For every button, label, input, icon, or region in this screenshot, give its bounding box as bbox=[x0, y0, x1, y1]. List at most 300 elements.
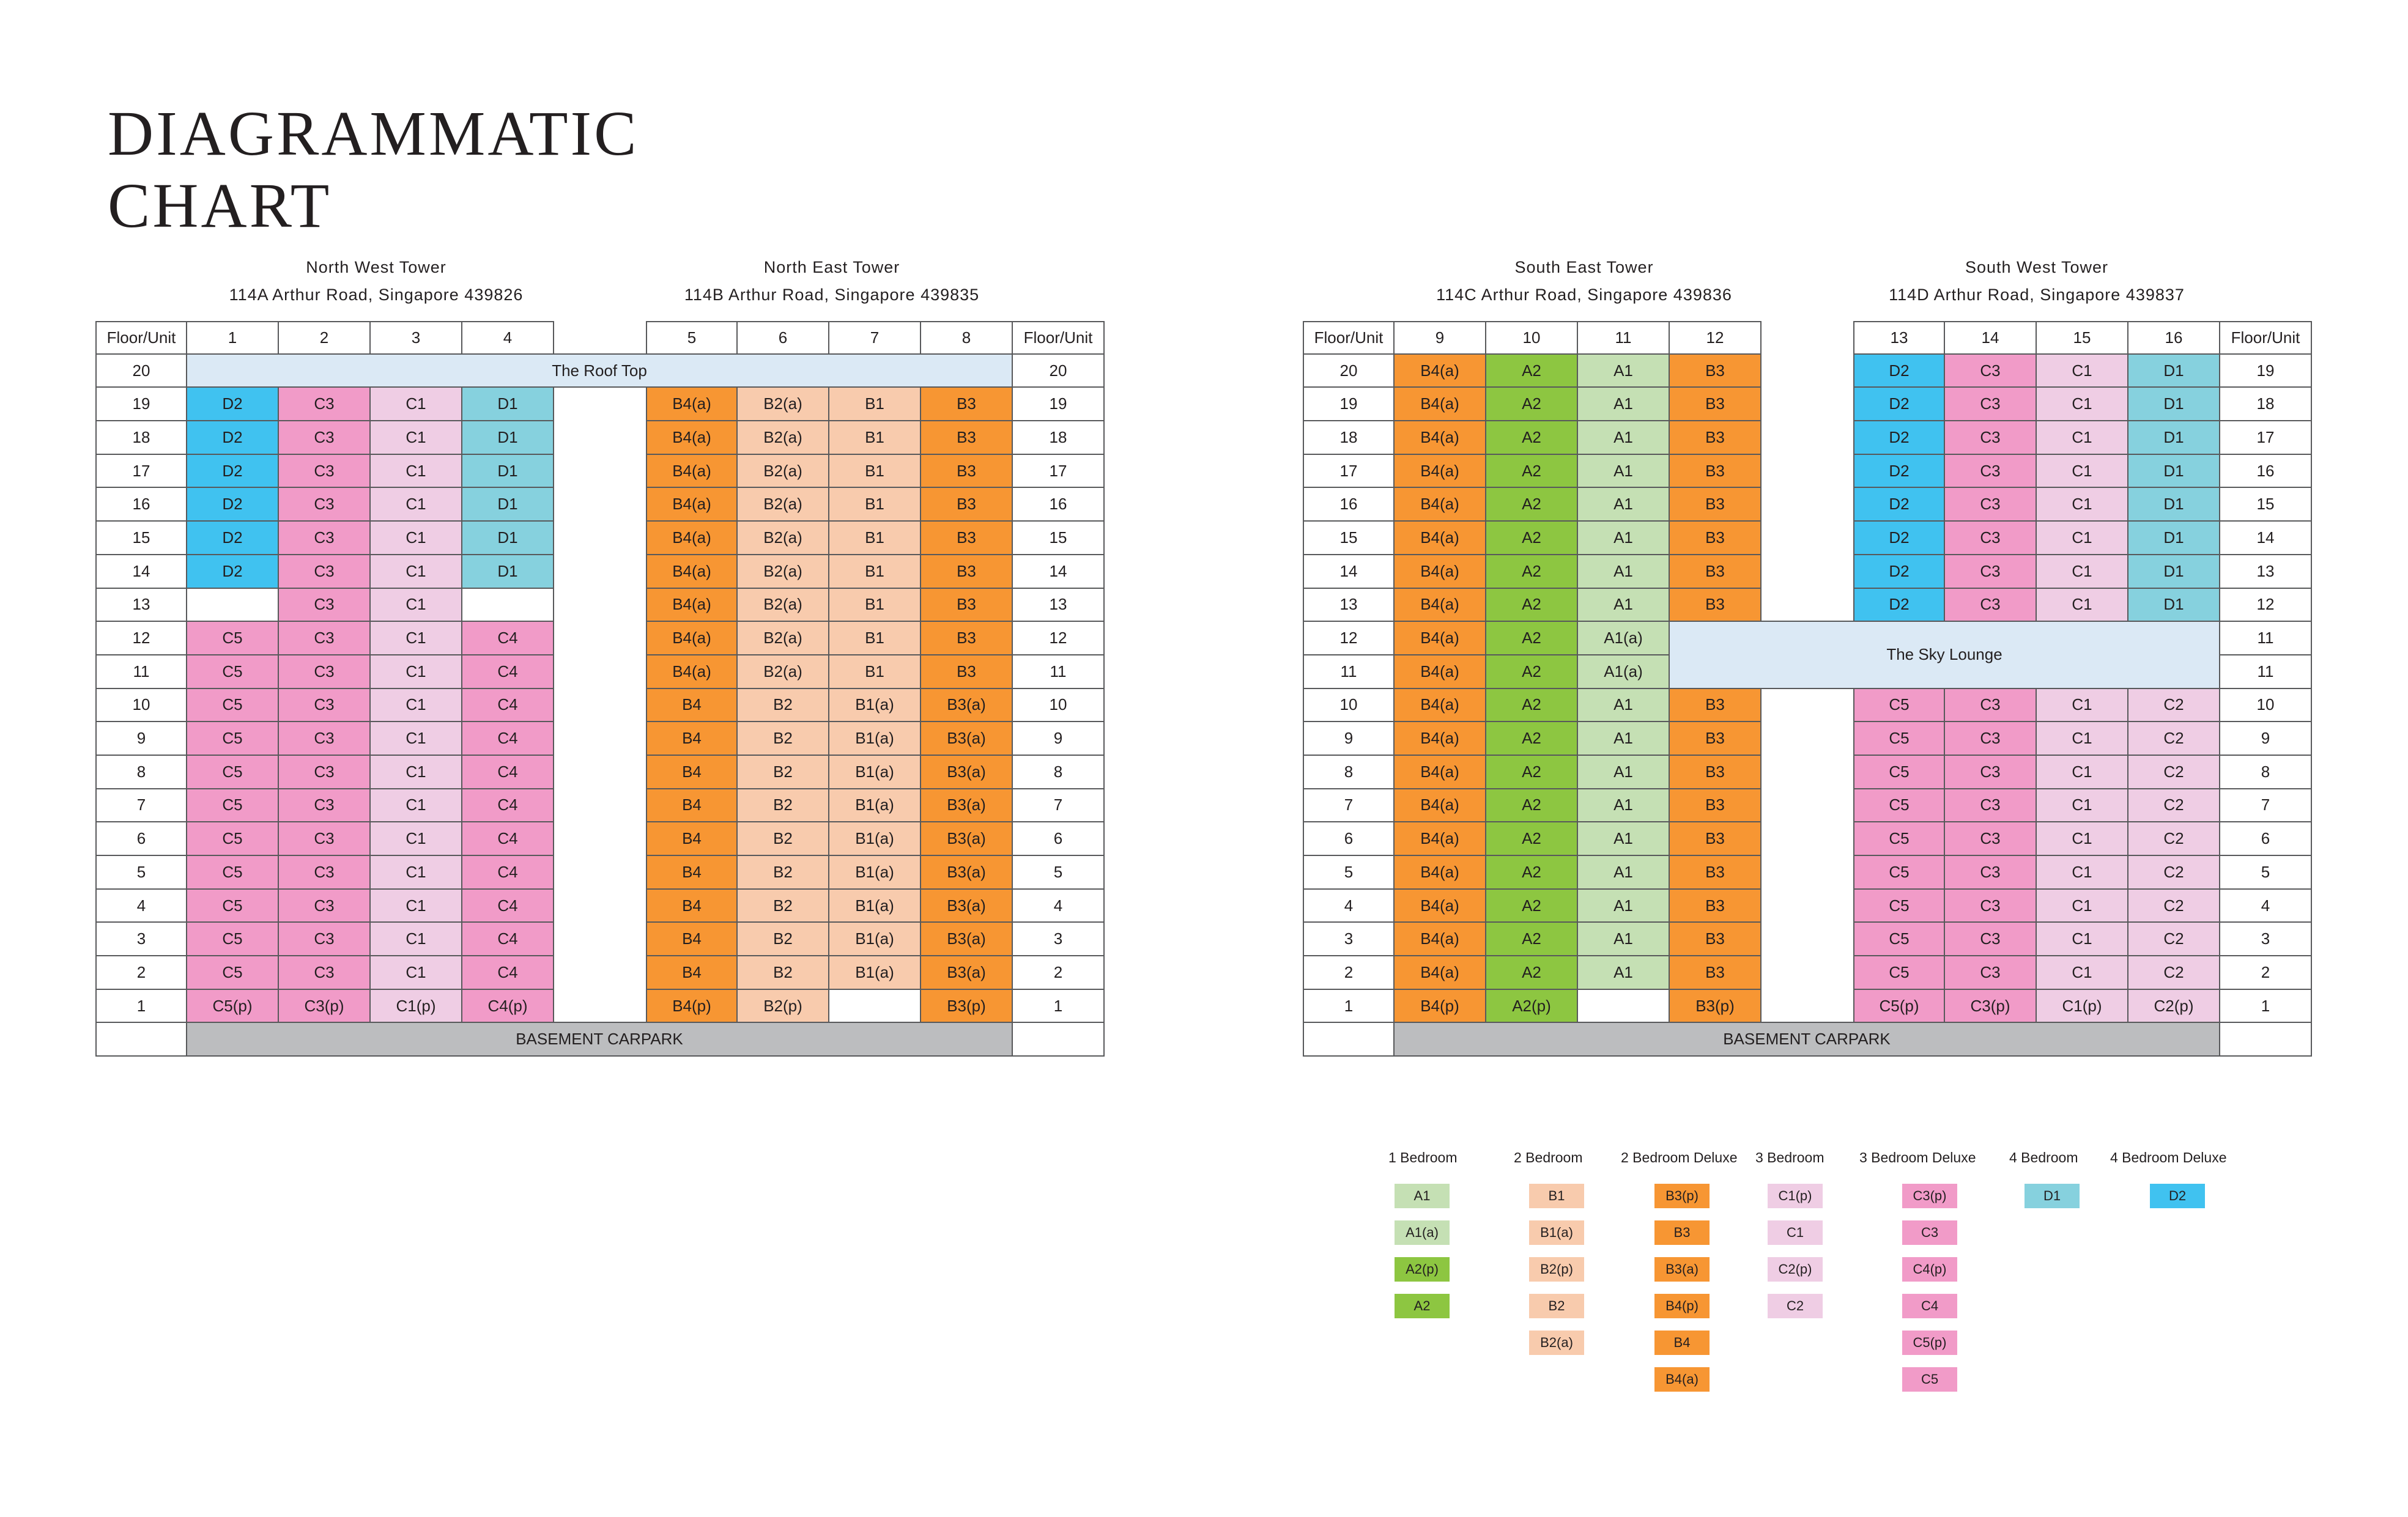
floor-label: 15 bbox=[95, 522, 187, 555]
floor-label: 7 bbox=[1013, 789, 1105, 823]
unit-cell: B1(a) bbox=[829, 789, 921, 823]
unit-cell: B3(a) bbox=[921, 856, 1013, 890]
unit-cell: B2 bbox=[738, 722, 829, 756]
unit-cell: C1 bbox=[2037, 822, 2128, 856]
unit-cell: B3 bbox=[1670, 923, 1762, 956]
floor-label: 9 bbox=[2220, 722, 2312, 756]
legend-swatch: C4(p) bbox=[1902, 1257, 1957, 1282]
floor-label: 15 bbox=[1303, 522, 1395, 555]
unit-cell: C3 bbox=[1945, 555, 2037, 589]
unit-cell: C3 bbox=[1945, 355, 2037, 388]
floor-label: 17 bbox=[1303, 455, 1395, 489]
floor-label: 20 bbox=[1013, 355, 1105, 388]
unit-cell: D2 bbox=[187, 421, 279, 455]
unit-cell: A2 bbox=[1486, 655, 1578, 689]
empty-unit-cell bbox=[829, 990, 921, 1024]
unit-cell: A2 bbox=[1486, 488, 1578, 522]
unit-number-header: 5 bbox=[646, 321, 738, 355]
unit-cell: B4(a) bbox=[1395, 856, 1486, 890]
unit-cell: C2 bbox=[2128, 756, 2220, 789]
legend-swatch: B4(p) bbox=[1654, 1294, 1710, 1318]
unit-cell: C3 bbox=[1945, 522, 2037, 555]
floor-label: 6 bbox=[1013, 822, 1105, 856]
unit-cell: B1(a) bbox=[829, 890, 921, 923]
unit-number-header: 7 bbox=[829, 321, 921, 355]
floor-label: 5 bbox=[2220, 856, 2312, 890]
unit-cell: B1(a) bbox=[829, 756, 921, 789]
unit-cell: B4 bbox=[646, 956, 738, 990]
tower-heading-north-east bbox=[587, 254, 1076, 309]
legend-swatch: C3 bbox=[1902, 1220, 1957, 1245]
legend-swatch: A1 bbox=[1395, 1184, 1450, 1208]
unit-cell: C4 bbox=[462, 756, 554, 789]
floor-unit-header: Floor/Unit bbox=[2220, 321, 2312, 355]
legend-swatch: C1(p) bbox=[1768, 1184, 1823, 1208]
unit-cell: D1 bbox=[462, 555, 554, 589]
unit-cell: A1 bbox=[1578, 956, 1670, 990]
floor-label: 19 bbox=[95, 388, 187, 421]
floor-label: 3 bbox=[2220, 923, 2312, 956]
legend-swatch: B4(a) bbox=[1654, 1367, 1710, 1392]
floor-label: 5 bbox=[1013, 856, 1105, 890]
floor-label: 16 bbox=[1013, 488, 1105, 522]
unit-cell: C4 bbox=[462, 689, 554, 723]
legend-swatch: B1(a) bbox=[1529, 1220, 1584, 1245]
unit-cell: C3 bbox=[1945, 388, 2037, 421]
floor-label: 1 bbox=[95, 990, 187, 1024]
unit-cell: B4 bbox=[646, 789, 738, 823]
unit-cell: C2(p) bbox=[2128, 990, 2220, 1024]
unit-cell: C5 bbox=[187, 756, 279, 789]
unit-cell: B4 bbox=[646, 890, 738, 923]
unit-cell: C1(p) bbox=[2037, 990, 2128, 1024]
unit-cell: D1 bbox=[462, 421, 554, 455]
unit-cell: C1 bbox=[371, 756, 462, 789]
unit-cell: C1 bbox=[371, 455, 462, 489]
unit-cell: B4 bbox=[646, 756, 738, 789]
unit-number-header: 8 bbox=[921, 321, 1013, 355]
unit-cell: C3 bbox=[279, 388, 371, 421]
legend-swatch: A1(a) bbox=[1395, 1220, 1450, 1245]
unit-cell: D1 bbox=[2128, 421, 2220, 455]
unit-cell: B4(a) bbox=[646, 488, 738, 522]
floor-label: 6 bbox=[95, 822, 187, 856]
unit-cell: C2 bbox=[2128, 923, 2220, 956]
floor-label: 16 bbox=[2220, 455, 2312, 489]
legend-heading: 3 Bedroom Deluxe bbox=[1859, 1150, 1976, 1165]
unit-number-header: 12 bbox=[1670, 321, 1762, 355]
floor-label: 8 bbox=[2220, 756, 2312, 789]
floor-label: 19 bbox=[2220, 355, 2312, 388]
unit-cell: B2 bbox=[738, 890, 829, 923]
north-towers-stack-chart bbox=[95, 321, 1105, 1090]
unit-cell: B3(p) bbox=[921, 990, 1013, 1024]
unit-cell: C1 bbox=[2037, 956, 2128, 990]
unit-type-legend bbox=[1388, 1143, 2245, 1400]
legend-heading: 2 Bedroom bbox=[1514, 1150, 1583, 1165]
floor-label: 14 bbox=[1303, 555, 1395, 589]
unit-cell: C3 bbox=[1945, 488, 2037, 522]
unit-number-header: 4 bbox=[462, 321, 554, 355]
unit-cell: C1 bbox=[2037, 856, 2128, 890]
empty-unit-cell bbox=[1578, 990, 1670, 1024]
unit-cell: C4 bbox=[462, 923, 554, 956]
unit-cell: B2(a) bbox=[738, 388, 829, 421]
unit-cell: C1 bbox=[2037, 589, 2128, 622]
unit-cell: C3 bbox=[279, 522, 371, 555]
unit-cell: B2 bbox=[738, 756, 829, 789]
unit-cell: C5 bbox=[187, 689, 279, 723]
unit-cell: C1 bbox=[2037, 789, 2128, 823]
unit-cell: B4(a) bbox=[646, 555, 738, 589]
unit-cell: A2 bbox=[1486, 421, 1578, 455]
unit-cell: B3 bbox=[921, 622, 1013, 655]
unit-cell: B4(a) bbox=[1395, 455, 1486, 489]
unit-cell: C5 bbox=[187, 890, 279, 923]
floor-label: 1 bbox=[1303, 990, 1395, 1024]
legend-group bbox=[1755, 1143, 1825, 1318]
unit-cell: B3(a) bbox=[921, 756, 1013, 789]
unit-cell: B2(a) bbox=[738, 555, 829, 589]
unit-cell: B1(a) bbox=[829, 822, 921, 856]
unit-cell: B4(a) bbox=[1395, 522, 1486, 555]
floor-label: 12 bbox=[1013, 622, 1105, 655]
floor-label: 7 bbox=[2220, 789, 2312, 823]
unit-cell: D2 bbox=[1853, 421, 1945, 455]
unit-cell: B3 bbox=[1670, 756, 1762, 789]
unit-cell: C5 bbox=[1853, 856, 1945, 890]
unit-cell: B3 bbox=[1670, 890, 1762, 923]
unit-cell: D1 bbox=[2128, 455, 2220, 489]
unit-cell: D1 bbox=[2128, 388, 2220, 421]
floor-label: 15 bbox=[1013, 522, 1105, 555]
unit-cell: C3 bbox=[279, 655, 371, 689]
unit-cell: D2 bbox=[187, 388, 279, 421]
unit-cell: A1 bbox=[1578, 722, 1670, 756]
unit-cell: A1 bbox=[1578, 923, 1670, 956]
unit-cell: B3 bbox=[921, 555, 1013, 589]
basement-carpark: BASEMENT CARPARK bbox=[186, 1022, 1013, 1057]
basement-carpark: BASEMENT CARPARK bbox=[1393, 1022, 2220, 1057]
floor-label: 4 bbox=[2220, 890, 2312, 923]
unit-cell: C2 bbox=[2128, 956, 2220, 990]
unit-cell: C3 bbox=[279, 789, 371, 823]
unit-cell: C1 bbox=[371, 655, 462, 689]
unit-cell: A2 bbox=[1486, 822, 1578, 856]
empty-unit-cell bbox=[462, 589, 554, 622]
unit-cell: B4(a) bbox=[646, 589, 738, 622]
legend-heading: 3 Bedroom bbox=[1755, 1150, 1825, 1165]
unit-cell: B3 bbox=[921, 388, 1013, 421]
unit-number-header: 2 bbox=[279, 321, 371, 355]
unit-cell: B3 bbox=[1670, 421, 1762, 455]
floor-label: 9 bbox=[1013, 722, 1105, 756]
unit-cell: A1 bbox=[1578, 756, 1670, 789]
floor-label: 10 bbox=[1303, 689, 1395, 723]
unit-cell: A2 bbox=[1486, 956, 1578, 990]
unit-number-header: 14 bbox=[1945, 321, 2037, 355]
unit-cell: A2 bbox=[1486, 622, 1578, 655]
unit-cell: B1 bbox=[829, 488, 921, 522]
floor-label: 13 bbox=[2220, 555, 2312, 589]
floor-label: 2 bbox=[1013, 956, 1105, 990]
unit-cell: B1 bbox=[829, 388, 921, 421]
floor-label: 10 bbox=[2220, 689, 2312, 723]
legend-swatch-list bbox=[1768, 1184, 1825, 1318]
unit-cell: C1 bbox=[2037, 722, 2128, 756]
unit-cell: C3 bbox=[1945, 822, 2037, 856]
unit-cell: C3 bbox=[1945, 923, 2037, 956]
unit-number-header: 3 bbox=[371, 321, 462, 355]
legend-swatch: B3(p) bbox=[1654, 1184, 1710, 1208]
unit-cell: C5 bbox=[1853, 956, 1945, 990]
unit-cell: B2(a) bbox=[738, 622, 829, 655]
unit-cell: B2(a) bbox=[738, 522, 829, 555]
unit-cell: C1 bbox=[371, 822, 462, 856]
unit-cell: C1 bbox=[2037, 689, 2128, 723]
floor-label: 12 bbox=[95, 622, 187, 655]
unit-cell: B4(a) bbox=[1395, 689, 1486, 723]
unit-cell: C1 bbox=[2037, 421, 2128, 455]
unit-cell: B4(a) bbox=[1395, 722, 1486, 756]
unit-cell: A2(p) bbox=[1486, 990, 1578, 1024]
unit-cell: C2 bbox=[2128, 789, 2220, 823]
legend-swatch-list bbox=[2150, 1184, 2227, 1208]
unit-cell: D1 bbox=[2128, 589, 2220, 622]
unit-cell: C3 bbox=[279, 822, 371, 856]
unit-cell: B4 bbox=[646, 923, 738, 956]
unit-cell: B3 bbox=[1670, 555, 1762, 589]
unit-cell: B2 bbox=[738, 923, 829, 956]
unit-cell: C3 bbox=[279, 589, 371, 622]
unit-cell: C4 bbox=[462, 856, 554, 890]
unit-cell: C2 bbox=[2128, 822, 2220, 856]
unit-cell: C2 bbox=[2128, 856, 2220, 890]
unit-cell: D2 bbox=[1853, 589, 1945, 622]
unit-cell: B3 bbox=[1670, 488, 1762, 522]
unit-cell: A1 bbox=[1578, 822, 1670, 856]
unit-cell: C1 bbox=[371, 722, 462, 756]
legend-swatch: D2 bbox=[2150, 1184, 2205, 1208]
floor-label: 11 bbox=[95, 655, 187, 689]
unit-cell: B3(a) bbox=[921, 890, 1013, 923]
unit-cell: C1 bbox=[2037, 555, 2128, 589]
unit-cell: B1(a) bbox=[829, 722, 921, 756]
page-title bbox=[108, 98, 639, 242]
unit-cell: B2(a) bbox=[738, 455, 829, 489]
floor-label: 4 bbox=[95, 890, 187, 923]
legend-group bbox=[2009, 1143, 2080, 1208]
legend-swatch-list bbox=[2025, 1184, 2080, 1208]
unit-cell: A1 bbox=[1578, 689, 1670, 723]
unit-cell: B1 bbox=[829, 622, 921, 655]
unit-cell: D1 bbox=[462, 522, 554, 555]
unit-cell: C1 bbox=[371, 689, 462, 723]
unit-cell: C1 bbox=[2037, 923, 2128, 956]
unit-number-header: 1 bbox=[187, 321, 279, 355]
unit-cell: C5 bbox=[1853, 789, 1945, 823]
unit-cell: B4(a) bbox=[1395, 555, 1486, 589]
unit-cell: C5 bbox=[1853, 756, 1945, 789]
floor-label: 8 bbox=[1013, 756, 1105, 789]
unit-cell: B4(a) bbox=[1395, 589, 1486, 622]
unit-cell: C3 bbox=[279, 756, 371, 789]
unit-cell: C2 bbox=[2128, 890, 2220, 923]
legend-swatch-list bbox=[1395, 1184, 1458, 1318]
unit-cell: C1 bbox=[371, 589, 462, 622]
unit-cell: D1 bbox=[462, 488, 554, 522]
roof-top-area: The Roof Top bbox=[186, 353, 1013, 388]
unit-cell: B3 bbox=[1670, 589, 1762, 622]
unit-cell: C5 bbox=[187, 789, 279, 823]
floor-label: 14 bbox=[2220, 522, 2312, 555]
unit-cell: C4 bbox=[462, 789, 554, 823]
unit-cell: C4 bbox=[462, 822, 554, 856]
unit-cell: B1 bbox=[829, 555, 921, 589]
unit-cell: B4 bbox=[646, 822, 738, 856]
legend-group bbox=[2110, 1143, 2227, 1208]
unit-cell: B4(a) bbox=[1395, 890, 1486, 923]
legend-swatch-list bbox=[1654, 1184, 1738, 1392]
unit-cell: B3(a) bbox=[921, 822, 1013, 856]
unit-cell: B4(a) bbox=[1395, 956, 1486, 990]
unit-number-header: 9 bbox=[1395, 321, 1486, 355]
unit-cell: C1 bbox=[371, 923, 462, 956]
legend-swatch: A2(p) bbox=[1395, 1257, 1450, 1282]
unit-cell: A1 bbox=[1578, 555, 1670, 589]
unit-cell: A1 bbox=[1578, 856, 1670, 890]
legend-heading: 1 Bedroom bbox=[1388, 1150, 1458, 1165]
unit-cell: B2 bbox=[738, 822, 829, 856]
floor-label: 7 bbox=[95, 789, 187, 823]
tower-heading-south-west bbox=[1792, 254, 2281, 309]
unit-cell: C4 bbox=[462, 655, 554, 689]
unit-cell: B4(a) bbox=[1395, 822, 1486, 856]
unit-cell: B3 bbox=[921, 421, 1013, 455]
unit-cell: C3 bbox=[279, 622, 371, 655]
unit-cell: C3 bbox=[279, 421, 371, 455]
unit-cell: C5 bbox=[187, 655, 279, 689]
floor-label: 13 bbox=[1013, 589, 1105, 622]
unit-cell: C2 bbox=[2128, 689, 2220, 723]
unit-cell: B3(a) bbox=[921, 722, 1013, 756]
unit-cell: A2 bbox=[1486, 923, 1578, 956]
unit-cell: B4(a) bbox=[1395, 355, 1486, 388]
unit-cell: C5 bbox=[187, 923, 279, 956]
floor-label: 9 bbox=[95, 722, 187, 756]
unit-cell: B1(a) bbox=[829, 956, 921, 990]
unit-cell: A1 bbox=[1578, 589, 1670, 622]
unit-cell: C1 bbox=[371, 522, 462, 555]
floor-unit-header: Floor/Unit bbox=[95, 321, 187, 355]
floor-label: 18 bbox=[1013, 421, 1105, 455]
tower-heading-north-west bbox=[132, 254, 621, 309]
floor-label: 3 bbox=[95, 923, 187, 956]
floor-label: 12 bbox=[1303, 622, 1395, 655]
unit-cell: D2 bbox=[187, 555, 279, 589]
floor-label: 8 bbox=[1303, 756, 1395, 789]
unit-cell: C3 bbox=[279, 890, 371, 923]
unit-cell: B3 bbox=[1670, 689, 1762, 723]
unit-cell: C1 bbox=[371, 956, 462, 990]
unit-cell: C3 bbox=[279, 555, 371, 589]
tower-address: 114D Arthur Road, Singapore 439837 bbox=[1889, 286, 2185, 304]
unit-cell: D2 bbox=[187, 488, 279, 522]
unit-cell: D1 bbox=[2128, 488, 2220, 522]
unit-cell: B3 bbox=[1670, 856, 1762, 890]
unit-cell: B2(p) bbox=[738, 990, 829, 1024]
unit-number-header: 10 bbox=[1486, 321, 1578, 355]
legend-swatch: C3(p) bbox=[1902, 1184, 1957, 1208]
floor-label: 13 bbox=[1303, 589, 1395, 622]
unit-cell: B2 bbox=[738, 689, 829, 723]
unit-cell: C5 bbox=[1853, 689, 1945, 723]
floor-label: 12 bbox=[2220, 589, 2312, 622]
unit-cell: B4(p) bbox=[646, 990, 738, 1024]
legend-group bbox=[1621, 1143, 1738, 1392]
unit-cell: B1 bbox=[829, 455, 921, 489]
unit-cell: B4(a) bbox=[1395, 923, 1486, 956]
unit-cell: B4 bbox=[646, 722, 738, 756]
tower-address: 114B Arthur Road, Singapore 439835 bbox=[684, 286, 980, 304]
unit-cell: B3 bbox=[1670, 956, 1762, 990]
unit-cell: C5 bbox=[187, 856, 279, 890]
unit-cell: A1 bbox=[1578, 522, 1670, 555]
legend-swatch: C5(p) bbox=[1902, 1331, 1957, 1355]
unit-cell: B4(a) bbox=[1395, 655, 1486, 689]
unit-number-header: 13 bbox=[1853, 321, 1945, 355]
unit-cell: C4 bbox=[462, 622, 554, 655]
unit-cell: A2 bbox=[1486, 355, 1578, 388]
unit-cell: B3 bbox=[921, 522, 1013, 555]
unit-cell: C1 bbox=[371, 488, 462, 522]
floor-label: 16 bbox=[95, 488, 187, 522]
floor-label: 6 bbox=[1303, 822, 1395, 856]
unit-cell: B3 bbox=[1670, 388, 1762, 421]
floor-label: 10 bbox=[1013, 689, 1105, 723]
unit-cell: C5 bbox=[187, 722, 279, 756]
floor-label: 18 bbox=[2220, 388, 2312, 421]
legend-swatch-list bbox=[1529, 1184, 1584, 1355]
legend-group bbox=[1388, 1143, 1458, 1318]
floor-label: 3 bbox=[1013, 923, 1105, 956]
unit-number-header: 15 bbox=[2037, 321, 2128, 355]
unit-cell: C3 bbox=[1945, 722, 2037, 756]
floor-label: 6 bbox=[2220, 822, 2312, 856]
unit-cell: A2 bbox=[1486, 689, 1578, 723]
unit-cell: C4(p) bbox=[462, 990, 554, 1024]
floor-label: 19 bbox=[1303, 388, 1395, 421]
unit-cell: C3 bbox=[1945, 689, 2037, 723]
unit-cell: C1 bbox=[371, 388, 462, 421]
unit-cell: B3 bbox=[921, 488, 1013, 522]
unit-cell: B3 bbox=[921, 589, 1013, 622]
unit-cell: B1(a) bbox=[829, 689, 921, 723]
legend-swatch: C4 bbox=[1902, 1294, 1957, 1318]
unit-cell: B1(a) bbox=[829, 923, 921, 956]
tower-name: North East Tower bbox=[763, 258, 900, 276]
floor-label: 10 bbox=[95, 689, 187, 723]
unit-cell: B3 bbox=[1670, 355, 1762, 388]
unit-cell: B2(a) bbox=[738, 589, 829, 622]
legend-heading: 4 Bedroom bbox=[2009, 1150, 2078, 1165]
unit-cell: C1(p) bbox=[371, 990, 462, 1024]
unit-cell: B4(a) bbox=[1395, 789, 1486, 823]
unit-cell: D1 bbox=[462, 455, 554, 489]
floor-unit-header: Floor/Unit bbox=[1013, 321, 1105, 355]
unit-cell: B4(a) bbox=[646, 522, 738, 555]
unit-cell: B3(a) bbox=[921, 689, 1013, 723]
